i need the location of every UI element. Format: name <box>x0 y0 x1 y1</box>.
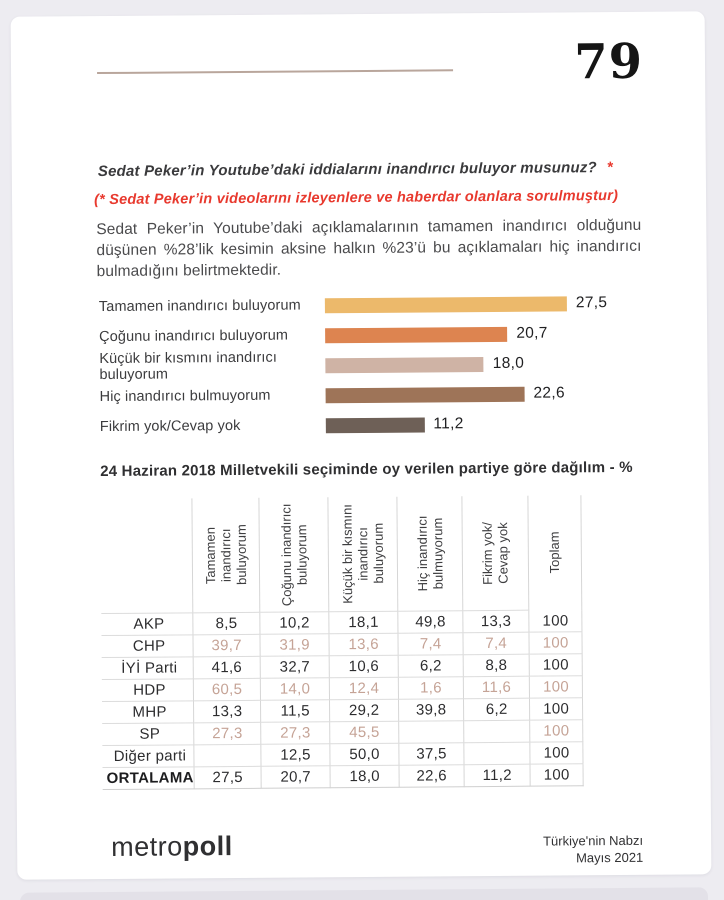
value-cell: 27,5 <box>194 766 261 789</box>
bar-value: 27,5 <box>575 294 608 312</box>
publication-name: Türkiye'nin Nabzı <box>543 832 644 849</box>
bar <box>325 357 484 373</box>
bar <box>326 386 525 403</box>
value-cell: 13,3 <box>194 700 261 723</box>
value-cell: 31,9 <box>260 634 329 657</box>
table-column-header <box>192 498 260 613</box>
value-cell: 11,5 <box>261 700 330 723</box>
table-column-header <box>259 497 329 612</box>
value-cell: 6,2 <box>464 698 530 721</box>
bar-category-label: Hiç inandırıcı bulmuyorum <box>99 387 271 406</box>
bar-chart <box>99 288 660 442</box>
logo-poll-text: poll <box>182 831 233 862</box>
value-cell: 41,6 <box>193 656 260 679</box>
value-cell: 50,0 <box>330 743 399 766</box>
value-cell: 1,6 <box>398 677 463 700</box>
next-page-edge <box>20 887 708 900</box>
bar-category-label: Çoğunu inandırıcı buluyorum <box>99 327 289 346</box>
party-name-cell: AKP <box>101 613 193 636</box>
value-cell: 14,0 <box>260 678 329 701</box>
party-name-cell: MHP <box>102 701 194 724</box>
rotated-header-text: Çoğunu inandırıcı buluyorum <box>278 503 310 606</box>
party-breakdown-table <box>100 495 583 790</box>
value-cell: 13,3 <box>463 610 529 633</box>
value-cell: 10,6 <box>329 655 398 678</box>
value-cell: 100 <box>529 676 582 698</box>
value-cell: 27,3 <box>261 722 330 745</box>
party-name-cell: HDP <box>102 679 194 702</box>
value-cell: 100 <box>529 654 582 676</box>
bar <box>325 326 507 342</box>
value-cell: 12,4 <box>329 677 398 700</box>
bar-category-label: Fikrim yok/Cevap yok <box>99 417 241 436</box>
value-cell: 20,7 <box>261 766 330 789</box>
survey-question-text: Sedat Peker’in Youtube’daki iddialarını inandırıcı buluyor musunuz? <box>97 159 597 181</box>
value-cell: 8,8 <box>463 654 529 677</box>
value-cell: 10,2 <box>260 612 329 635</box>
rotated-header-text: Küçük bir kısmını inandırıcı buluyorum <box>339 504 386 605</box>
bar-row <box>99 348 659 382</box>
bar-value: 18,0 <box>492 354 525 372</box>
table-title: 24 Haziran 2018 Milletvekili seçiminde oy verilen partiye göre dağılım - % <box>100 458 633 481</box>
summary-paragraph: Sedat Peker’in Youtube’daki açıklamalarının tamamen inandırıcı olduğunu düşünen %28’lik kesimin aksine halkın %23’ü bu açıklamaları hiç inandırıcı bulmadığını belirtmektedir. <box>96 216 642 281</box>
value-cell <box>194 744 261 767</box>
bar-row <box>99 318 659 352</box>
value-cell: 13,6 <box>329 633 398 656</box>
bar-value: 22,6 <box>533 384 565 402</box>
party-name-cell: SP <box>102 723 194 746</box>
party-name-cell: İYİ Parti <box>102 657 194 680</box>
value-cell: 7,4 <box>463 632 529 655</box>
value-cell: 45,5 <box>330 721 399 744</box>
value-cell: 22,6 <box>399 765 464 788</box>
value-cell: 6,2 <box>398 655 463 678</box>
value-cell: 37,5 <box>399 743 464 766</box>
value-cell: 27,3 <box>194 722 261 745</box>
value-cell: 39,8 <box>399 699 464 722</box>
rotated-header-text: Toplam <box>547 531 563 574</box>
page-number: 79 <box>573 33 644 91</box>
value-cell: 100 <box>530 764 583 786</box>
table-column-header <box>328 497 398 612</box>
value-cell: 8,5 <box>193 612 260 635</box>
question-footnote: (* Sedat Peker’in videolarını izleyenlere ve haberdar olanlara sorulmuştur) <box>94 187 619 209</box>
value-cell: 100 <box>530 720 583 742</box>
value-cell: 100 <box>529 610 582 632</box>
survey-question <box>98 159 643 180</box>
party-name-cell: Diğer parti <box>102 745 194 768</box>
value-cell: 49,8 <box>398 611 463 634</box>
bar-value: 11,2 <box>433 415 464 433</box>
bar <box>326 417 425 433</box>
value-cell: 60,5 <box>193 678 260 701</box>
value-cell: 39,7 <box>193 634 260 657</box>
logo-metro-text: metro <box>111 831 183 862</box>
bar-row <box>100 408 660 442</box>
table-column-header <box>462 496 529 611</box>
party-name-cell: ORTALAMA <box>103 767 195 790</box>
bar-category-label: Küçük bir kısmını inandırıcı buluyorum <box>99 349 278 384</box>
value-cell: 18,0 <box>330 765 399 788</box>
value-cell: 12,5 <box>261 744 330 767</box>
value-cell: 100 <box>530 742 583 764</box>
value-cell: 100 <box>530 698 583 720</box>
metropoll-logo <box>111 831 233 863</box>
bar <box>325 296 567 313</box>
question-asterisk: * <box>606 159 613 177</box>
value-cell: 32,7 <box>260 656 329 679</box>
value-cell: 7,4 <box>398 633 463 656</box>
table-column-header <box>528 495 582 610</box>
value-cell <box>399 721 464 744</box>
value-cell: 18,1 <box>329 611 398 634</box>
value-cell: 100 <box>529 632 582 654</box>
table-row <box>103 764 584 790</box>
value-cell <box>464 742 530 765</box>
bar-row <box>99 288 659 322</box>
table-header-row <box>100 495 581 613</box>
rotated-header-text: Tamamen inandırıcı buluyorum <box>202 524 249 586</box>
value-cell: 29,2 <box>330 699 399 722</box>
party-name-cell: CHP <box>101 635 193 658</box>
bar-category-label: Tamamen inandırıcı buluyorum <box>98 297 301 316</box>
table-corner-cell <box>100 498 193 613</box>
table-column-header <box>397 496 463 611</box>
header-rule <box>97 69 453 74</box>
value-cell: 11,2 <box>464 764 530 787</box>
value-cell: 11,6 <box>463 676 529 699</box>
footer-publication <box>543 832 643 867</box>
rotated-header-text: Fikrim yok/ Cevap yok <box>479 521 511 585</box>
publication-date: Mayıs 2021 <box>575 849 644 866</box>
rotated-header-text: Hiç inandırıcı bulmuyorum <box>414 515 446 592</box>
value-cell <box>464 720 530 743</box>
report-page <box>11 11 712 879</box>
bar-value: 20,7 <box>516 324 548 342</box>
bar-row <box>99 378 659 412</box>
